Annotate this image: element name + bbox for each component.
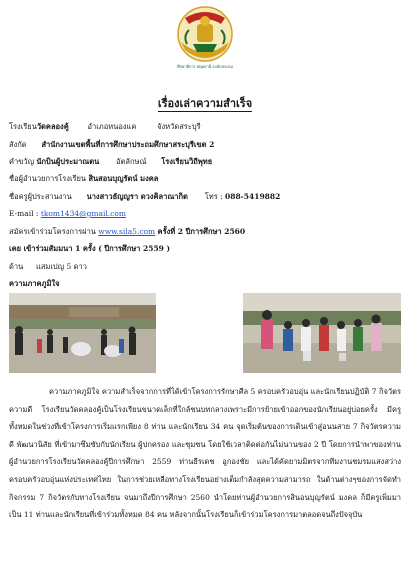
coordinator-value: นางสาวธัญญรา ดวงคิลาณากิต bbox=[86, 192, 188, 201]
motto-row bbox=[9, 156, 212, 168]
seminar-text: เคย เข้าร่วมสัมมนา 1 ครั้ง ( ปีการศึกษา 2559 ) bbox=[9, 244, 171, 253]
phone-label: โทร : bbox=[204, 192, 223, 201]
award-label: ด้าน bbox=[9, 262, 24, 271]
apply-link[interactable]: www.sila5.com bbox=[98, 227, 156, 236]
motto-label: คำขวัญ bbox=[9, 157, 34, 166]
award-value: แสมเปญ 5 ดาว bbox=[36, 262, 87, 271]
email-label: E-mail : bbox=[9, 209, 39, 218]
office-label: สังกัด bbox=[9, 140, 27, 149]
emblem-caption: ศึกษาธิการ ปทุมธานี ระดับประถม bbox=[177, 64, 233, 69]
district-value: หนองแค bbox=[108, 122, 137, 131]
director-row bbox=[9, 173, 158, 185]
province-label: จังหวัด bbox=[157, 122, 180, 131]
coordinator-label: ชื่อครูผู้ประสานงาน bbox=[9, 192, 72, 201]
award-row bbox=[9, 261, 87, 273]
activity-photo-right bbox=[243, 293, 401, 373]
story-paragraph bbox=[9, 383, 401, 524]
director-value: สินสอนบุญรัตน์ มงคล bbox=[88, 174, 159, 183]
director-label: ชื่อผู้อำนวยการโรงเรียน bbox=[9, 174, 87, 183]
school-row bbox=[9, 121, 201, 133]
page-title bbox=[0, 94, 410, 112]
apply-text: สมัครเข้าร่วมโครงการผ่าน bbox=[9, 227, 96, 236]
identity-value: โรงเรียนวิถีพุทธ bbox=[161, 157, 213, 166]
identity-label: อัตลักษณ์ bbox=[116, 157, 147, 166]
motto-value: นักบินผู้ประมาณตน bbox=[36, 157, 100, 166]
school-label: โรงเรียน bbox=[9, 122, 37, 131]
email-row bbox=[9, 209, 126, 218]
school-name: วัดคลองคู้ bbox=[36, 122, 69, 131]
apply-round: ครั้งที่ 2 ปีการศึกษา 2560 bbox=[157, 227, 246, 236]
coordinator-row bbox=[9, 191, 280, 203]
school-emblem-icon bbox=[167, 4, 243, 78]
email-link[interactable]: tkom1434@gmail.com bbox=[40, 209, 127, 218]
phone-value: 088-5419882 bbox=[225, 192, 281, 201]
seminar-row bbox=[9, 243, 170, 255]
office-row bbox=[9, 139, 214, 151]
section-title: ความภาคภูมิใจ bbox=[9, 279, 60, 288]
activity-photo-left bbox=[9, 293, 156, 373]
story-text: ความภาคภูมิใจ ความสำเร็จจากการที่ได้เข้าโครงการรักษาศีล 5 ครอบครัวอบอุ่น และนักเรียนปฏิบัติ 7 กิจวัตรความดี โรงเรียนวัดคลองคู้เป็นโรงเรียนขนาดเล็กที่ใกล้ชนบทกลางเพราะมีการย้ายเข้าออกของนักเรียนอยู่บ่อยครั้ง มีครูทั้งหมดในช่วงที่เข้าโครงการเริ่มแรกเพียง 8 ท่าน และนักเรียน 34 คน จุดเริ่มต้นของการเดินเข้าสู่อนนสาย 7 กิจวัตรความดี พัฒนานิสัย ที่เข้ามาซึมซับกับนักเรียน ผู้ปกครอง และชุมชน โดยใช้เวลาติดต่อกันไม่นานของ 2 ปี โดยการนำพาของท่านผู้อำนวยการโรงเรียนวัดคลองคู้ปีการศึกษา 2559 ท่านธีรเดช อูกองชัย และได้คัดยามมิตรจากทีมงานชมรมแสงสว่างครอบครัวอบอุ่นแห่งประเทศไทย ในการช่วยเหลือทางโรงเรียนอย่างเต็มกำลังสุดความสามารถ ในด้านต่างๆของการจัดทำกิจกรรม 7 กิจวัตรกับทางโรงเรียน จนมาถึงปีการศึกษา 2560 นำโดยท่านผู้อำนวยการสินอนบุญรัตน์ มงคล ก็มีครูเพิ่มมาเป็น 11 ท่านและนักเรียนที่เข้าร่วมทั้งหมด 84 คน หลังจากนั้นโรงเรียนก็เข้าร่วมโครงการมาตลอดจนถึงปัจจุบัน bbox=[9, 387, 401, 520]
district-label: อำเภอ bbox=[87, 122, 109, 131]
office-value: สำนักงานเขตพื้นที่การศึกษาประถมศึกษาสระบุรีเขต 2 bbox=[41, 140, 215, 149]
apply-row bbox=[9, 226, 245, 238]
province-value: สระบุรี bbox=[179, 122, 201, 131]
title-text: เรื่องเล่าความสำเร็จ bbox=[157, 97, 253, 110]
